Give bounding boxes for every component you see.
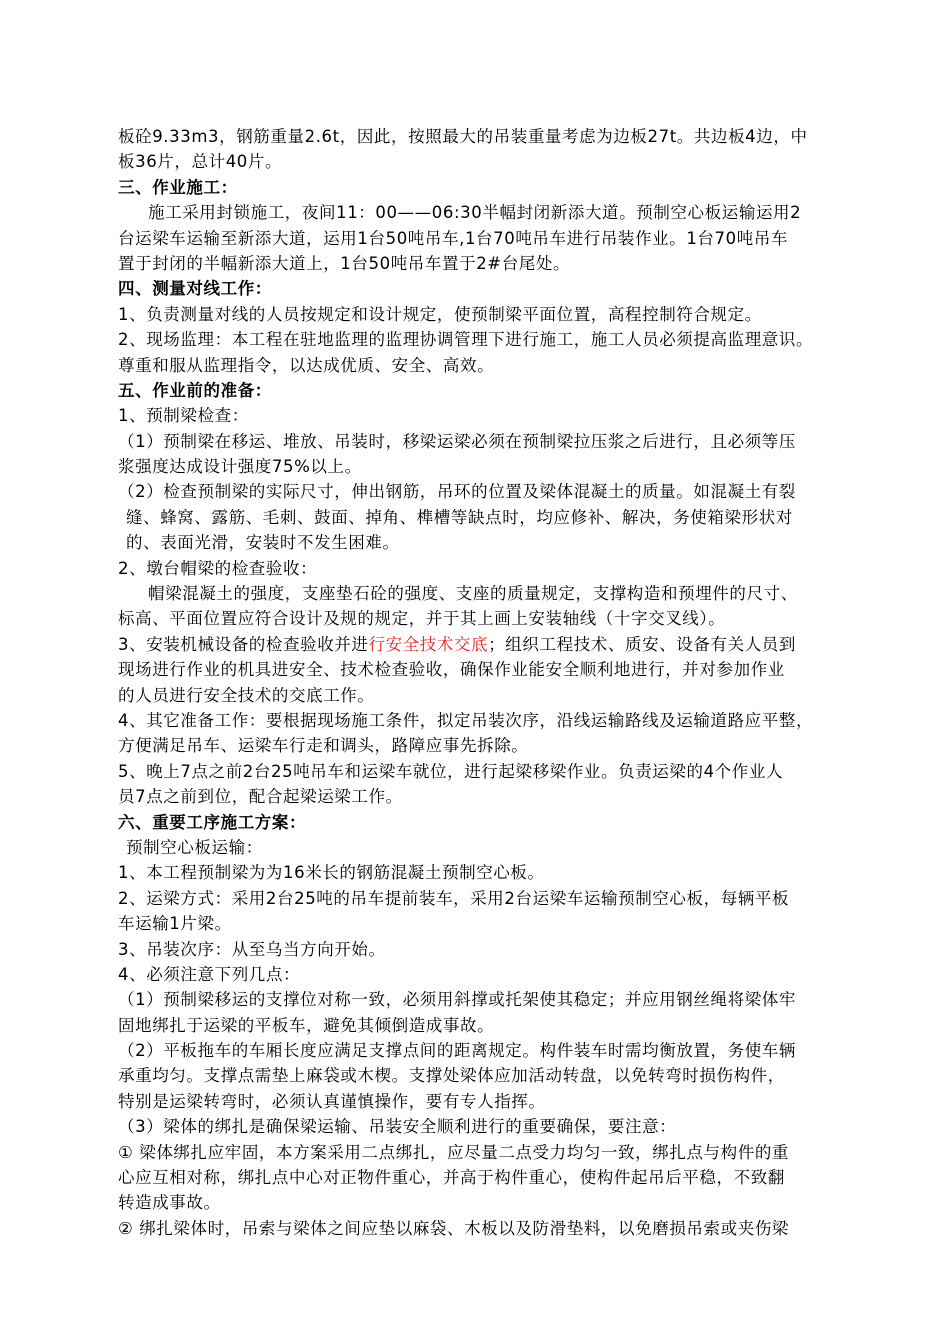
paragraph-line (118, 632, 880, 657)
highlighted-text: 行安全技术交底 (368, 634, 489, 654)
paragraph-line: 承重均匀。支撑点需垫上麻袋或木楔。支撑处梁体应加活动转盘，以免转弯时损伤构件， (118, 1066, 785, 1086)
paragraph-line: 特别是运梁转弯时，必须认真谨慎操作，要有专人指挥。 (118, 1091, 546, 1111)
paragraph-line: 置于封闭的半幅新添大道上，1台50吨吊车置于2#台尾处。 (118, 253, 571, 273)
paragraph-line: （1）预制梁移运的支撑位对称一致，必须用斜撑或托架使其稳定；并应用钢丝绳将梁体牢 (118, 990, 796, 1010)
section-heading-5: 五、作业前的准备： (118, 380, 272, 400)
paragraph-line: 台运梁车运输至新添大道，运用1台50吨吊车,1台70吨吊车进行吊装作业。1台70吨吊车 (118, 228, 789, 248)
paragraph-line: （1）预制梁在移运、堆放、吊装时，移梁运梁必须在预制梁拉压浆之后进行，且必须等压 (118, 431, 796, 451)
paragraph-line: 5、晚上7点之前2台25吨吊车和运梁车就位，进行起梁移梁作业。负责运梁的4个作业人 (118, 761, 784, 781)
document-page (118, 124, 880, 1241)
paragraph-line: 1、本工程预制梁为为16米长的钢筋混凝土预制空心板。 (118, 863, 545, 883)
paragraph-line: 板36片，总计40片。 (118, 152, 283, 172)
paragraph-line: 板砼9.33m3，钢筋重量2.6t，因此，按照最大的吊装重量考虑为边板27t。共边板4边，中 (118, 127, 808, 146)
paragraph-line: ② 绑扎梁体时，吊索与梁体之间应垫以麻袋、木板以及防滑垫料，以免磨损吊索或夹伤梁 (118, 1218, 790, 1238)
section-heading-6: 六、重要工序施工方案： (118, 812, 307, 832)
paragraph-line: 的人员进行安全技术的交底工作。 (118, 685, 375, 705)
paragraph-line: 车运输1片梁。 (118, 914, 232, 934)
paragraph-line: 方便满足吊车、运梁车行走和调头，路障应事先拆除。 (118, 736, 529, 756)
paragraph-line: ① 梁体绑扎应牢固，本方案采用二点绑扎，应尽量二点受力均匀一致，绑扎点与构件的重 (118, 1142, 790, 1162)
paragraph-line: 4、其它准备工作：要根据现场施工条件，拟定吊装次序，沿线运输路线及运输道路应平整， (118, 710, 814, 730)
paragraph-line: 2、现场监理：本工程在驻地监理的监理协调管理下进行施工，施工人员必须提高监理意识。 (118, 330, 814, 350)
paragraph-line: 施工采用封锁施工，夜间11：00——06:30半幅封闭新添大道。预制空心板运输运用2 (148, 203, 802, 223)
paragraph-line: 现场进行作业的机具进安全、技术检查验收，确保作业能安全顺利地进行，并对参加作业 (118, 660, 785, 680)
paragraph-line: 4、必须注意下列几点： (118, 964, 301, 984)
paragraph-line: （2）检查预制梁的实际尺寸，伸出钢筋，吊环的位置及梁体混凝土的质量。如混凝土有裂 (118, 482, 796, 502)
paragraph-line: （3）梁体的绑扎是确保梁运输、吊装安全顺利进行的重要确保，要注意： (118, 1117, 677, 1137)
paragraph-line: 浆强度达成设计强度75%以上。 (118, 457, 362, 477)
text-run: ；组织工程技术、质安、设备有关人员到 (488, 634, 797, 654)
paragraph-line: 帽梁混凝土的强度，支座垫石砼的强度、支座的质量规定，支撑构造和预埋件的尺寸、 (148, 584, 798, 604)
paragraph-line: 标高、平面位置应符合设计及规的规定，并于其上画上安装轴线（十字交叉线）。 (118, 609, 726, 629)
paragraph-line: （2）平板拖车的车厢长度应满足支撑点间的距离规定。构件装车时需均衡放置，务使车辆 (118, 1041, 796, 1061)
paragraph-line: 预制空心板运输： (126, 837, 263, 857)
paragraph-line: 缝、蜂窝、露筋、毛刺、鼓面、掉角、榫槽等缺点时，均应修补、解决，务使箱梁形状对 (126, 507, 793, 527)
paragraph-line: 3、吊装次序：从至乌当方向开始。 (118, 939, 386, 959)
paragraph-line: 2、墩台帽梁的检查验收： (118, 558, 318, 578)
paragraph-line: 1、负责测量对线的人员按规定和设计规定，使预制梁平面位置，高程控制符合规定。 (118, 304, 762, 324)
paragraph-line: 转造成事故。 (118, 1193, 221, 1213)
paragraph-line: 尊重和服从监理指令，以达成优质、安全、高效。 (118, 355, 495, 375)
paragraph-line: 员7点之前到位，配合起梁运梁工作。 (118, 787, 403, 807)
text-run: 3、安装机械设备的检查验收并进 (118, 634, 369, 654)
section-heading-3: 三、作业施工： (118, 177, 238, 197)
section-heading-4: 四、测量对线工作： (118, 279, 272, 299)
paragraph-line: 的、表面光滑，安装时不发生困难。 (126, 533, 400, 553)
paragraph-line: 1、预制梁检查： (118, 406, 249, 426)
paragraph-line: 固地绑扎于运梁的平板车，避免其倾倒造成事故。 (118, 1015, 495, 1035)
paragraph-line: 心应互相对称，绑扎点中心对正物件重心，并高于构件重心，使构件起吊后平稳，不致翻 (118, 1168, 785, 1188)
paragraph-line: 2、运梁方式：采用2台25吨的吊车提前装车，采用2台运梁车运输预制空心板，每辆平板 (118, 888, 790, 908)
